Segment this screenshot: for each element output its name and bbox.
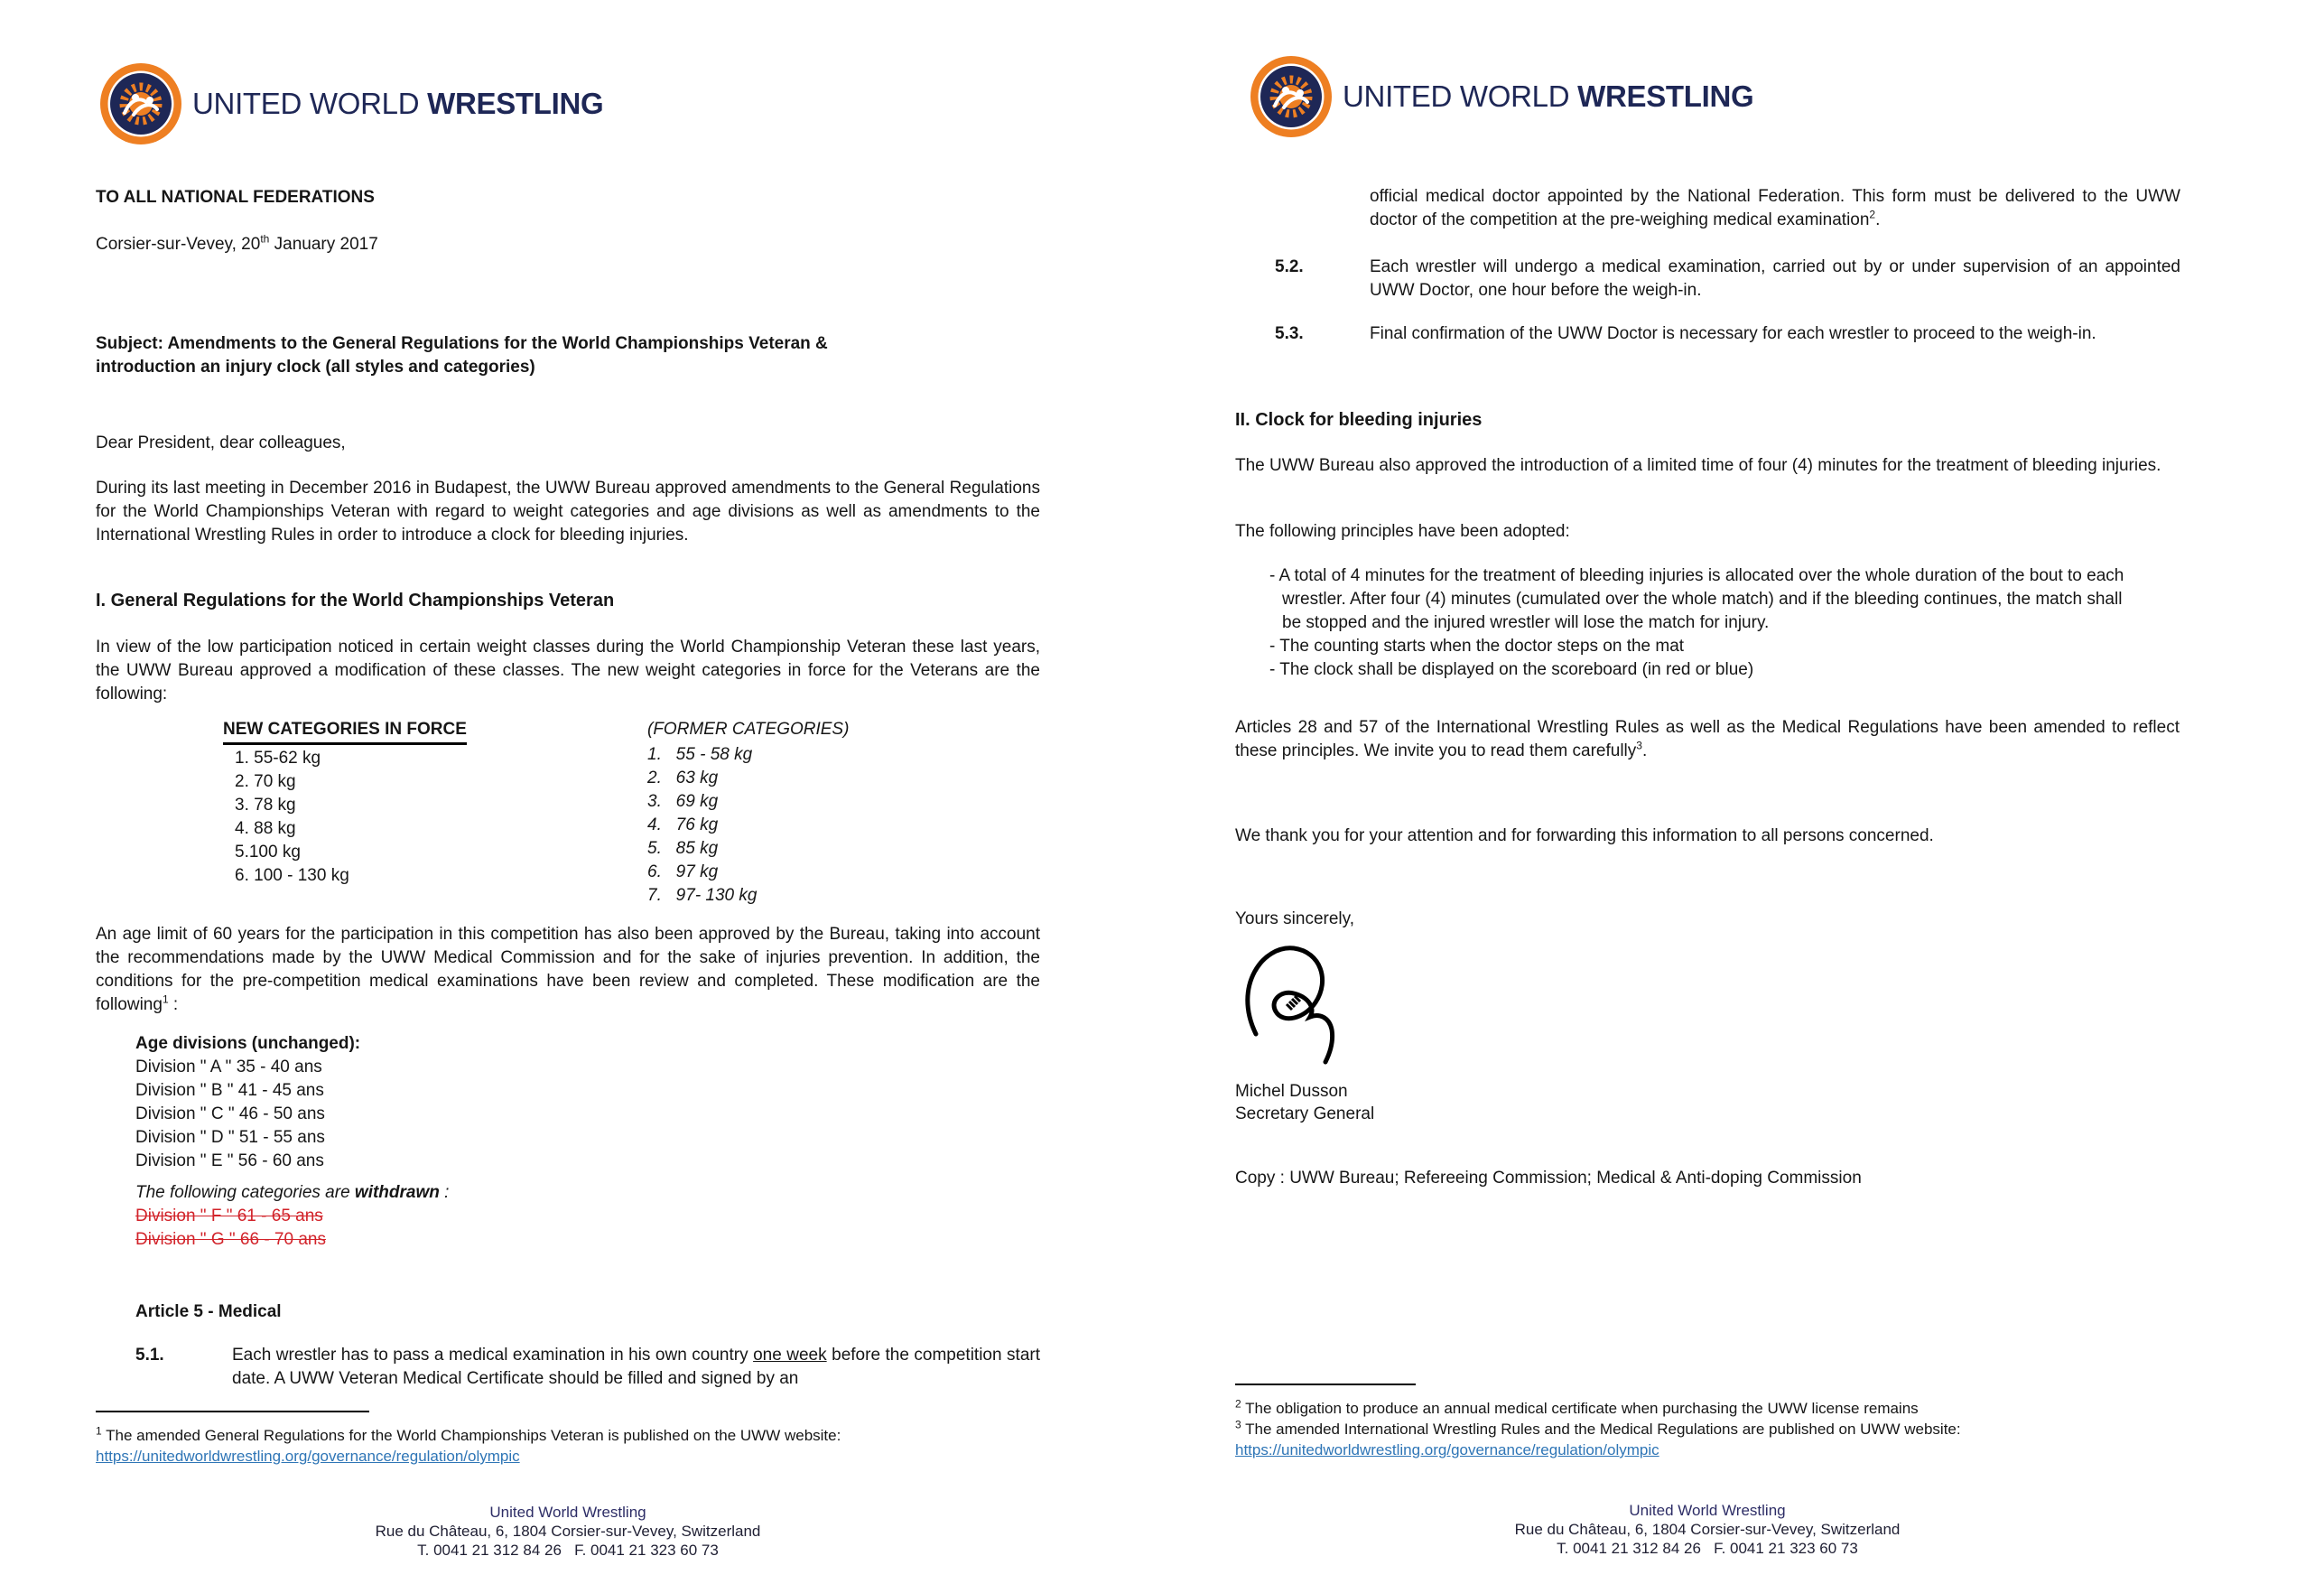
paragraph-intro: During its last meeting in December 2016 in Budapest, the UWW Bureau approved amendments to the General Regulations for the World Championships Veteran with regard to weight categories and age divisions as well as amendments to the International Wrestling Rules in order to introduce a clock for bleeding injuries.: [96, 479, 1040, 545]
logotype-regular: UNITED WORLD: [1343, 79, 1578, 113]
footnote-3: [1235, 1419, 2180, 1440]
withdrawn-block: [135, 1181, 449, 1252]
age-division-item: Division " E " 56 - 60 ans: [135, 1151, 324, 1170]
footnote-3-marker: 3: [1235, 1418, 1241, 1431]
new-category-item: 5.100 kg: [235, 843, 301, 862]
withdrawn-intro: [135, 1181, 449, 1205]
closing-line: Yours sincerely,: [1235, 909, 1355, 928]
salutation: Dear President, dear colleagues,: [96, 433, 346, 452]
page-footer: [96, 1503, 1040, 1560]
dateline: [96, 233, 378, 256]
item-5-1: [135, 1344, 1040, 1391]
signer-name: Michel Dusson: [1235, 1082, 1348, 1101]
item-5-1-number: 5.1.: [135, 1346, 164, 1365]
age-division-item: Division " C " 46 - 50 ans: [135, 1104, 325, 1123]
former-category-item: 6. 97 kg: [647, 862, 719, 881]
footnote-ref-2: 2: [1869, 208, 1876, 221]
footer-address: Rue du Château, 6, 1804 Corsier-sur-Vevey, Switzerland: [375, 1523, 761, 1540]
age-division-item: Division " B " 41 - 45 ans: [135, 1081, 324, 1100]
former-categories-column: [647, 718, 849, 908]
paragraph-principles: The following principles have been adopted:: [1235, 522, 1570, 541]
continuation-period: .: [1875, 210, 1881, 229]
withdrawn-intro-bold: withdrawn: [354, 1183, 440, 1202]
footer-phone-fax: T. 0041 21 312 84 26 F. 0041 21 323 60 73: [417, 1542, 719, 1559]
addressee-line: TO ALL NATIONAL FEDERATIONS: [96, 188, 375, 207]
new-category-item: 4. 88 kg: [235, 819, 296, 838]
continuation-text: official medical doctor appointed by the National Federation. This form must be delivered to the UWW doctor of the competition at the pre-weighing medical examination: [1370, 187, 2180, 229]
footnote-1-marker: 1: [96, 1424, 102, 1438]
footer-org-name: United World Wrestling: [1629, 1502, 1786, 1519]
principle-item: - The clock shall be displayed on the scoreboard (in red or blue): [1269, 660, 1754, 679]
articles-text: Articles 28 and 57 of the International Wrestling Rules as well as the Medical Regulations have been amended to reflect these principles. We invite you to read them carefully: [1235, 718, 2180, 760]
footnote-ref-1: 1: [162, 992, 169, 1006]
principles-list: [1269, 564, 2145, 682]
item-5-1-underlined: one week: [753, 1346, 827, 1365]
withdrawn-intro-pre: The following categories are: [135, 1183, 355, 1202]
footnote-separator: [96, 1411, 369, 1412]
item-5-1-pre: Each wrestler has to pass a medical examination in his own country: [232, 1346, 754, 1365]
item-5-2: [1275, 256, 2180, 303]
footnotes-block: [1235, 1398, 2180, 1460]
former-category-item: 4. 76 kg: [647, 815, 719, 834]
article-5-heading: Article 5 - Medical: [135, 1302, 282, 1321]
uww-brand-header: [98, 61, 603, 146]
item-5-1-post: before the competition start date. A UWW Veteran Medical Certificate should be filled and signed by an: [232, 1346, 1041, 1388]
age-divisions-title: Age divisions (unchanged):: [135, 1034, 361, 1053]
footnote-3-text: The amended International Wrestling Rules and the Medical Regulations are published on UWW website:: [1241, 1421, 1961, 1438]
new-categories-title: NEW CATEGORIES IN FORCE: [223, 718, 467, 745]
former-categories-title: (FORMER CATEGORIES): [647, 720, 850, 739]
paragraph-thanks: We thank you for your attention and for forwarding this information to all persons concerned.: [1235, 826, 1934, 845]
item-5-2-text: Each wrestler will undergo a medical examination, carried out by or under supervision of an appointed UWW Doctor, one hour before the weigh-in.: [1370, 257, 2180, 300]
item-5-2-number: 5.2.: [1275, 257, 1304, 276]
footnote-1-text: The amended General Regulations for the World Championships Veteran is published on the UWW website:: [101, 1427, 841, 1444]
logotype-bold: WRESTLING: [1577, 79, 1754, 113]
age-division-item: Division " D " 51 - 55 ans: [135, 1128, 325, 1147]
paragraph-weight-classes: In view of the low participation noticed in certain weight classes during the World Championship Veteran these last years, the UWW Bureau approved a modification of these classes. The new weight categories in force for the Veterans are the following:: [96, 638, 1040, 703]
age-limit-text: An age limit of 60 years for the participation in this competition has also been approved by the Bureau, taking into account the recommendations made by the UWW Medical Commission and for the sake of injuries prevention. In addition, the conditions for the pre-competition medical examinations have been review and completed. These modification are the following: [96, 925, 1040, 1014]
section-heading-2: II. Clock for bleeding injuries: [1235, 410, 1483, 430]
paragraph-articles-amended: [1235, 716, 2180, 763]
withdrawn-division-f: Division " F " 61 - 65 ans: [135, 1207, 323, 1225]
uww-brand-header: [1249, 54, 1753, 139]
new-category-item: 6. 100 - 130 kg: [235, 866, 349, 885]
dateline-text: Corsier-sur-Vevey, 20: [96, 235, 261, 254]
uww-regulation-link[interactable]: https://unitedworldwrestling.org/governance/regulation/olympic: [1235, 1441, 1659, 1458]
withdrawn-division-g: Division " G " 66 - 70 ans: [135, 1230, 326, 1249]
item-5-1-continuation: [1370, 185, 2180, 232]
copy-line: Copy : UWW Bureau; Refereeing Commission; Medical & Anti-doping Commission: [1235, 1169, 1862, 1188]
logotype-bold: WRESTLING: [427, 87, 604, 120]
former-category-item: 5. 85 kg: [647, 839, 719, 858]
principle-item: - The counting starts when the doctor steps on the mat: [1269, 637, 1685, 656]
principle-item: - A total of 4 minutes for the treatment of bleeding injuries is allocated over the whole duration of the bout to each wrestler. After four (4) minutes (cumulated over the whole match) and if the bleeding continues, the match shall be stopped and the injured wrestler will lose the match for injury.: [1269, 566, 2124, 632]
uww-logotype: [192, 87, 604, 120]
new-category-item: 3. 78 kg: [235, 796, 296, 815]
item-5-3-text: Final confirmation of the UWW Doctor is necessary for each wrestler to proceed to the weigh-in.: [1370, 324, 2096, 343]
signer-title: Secretary General: [1235, 1104, 1375, 1123]
footnote-ref-3: 3: [1636, 739, 1642, 752]
uww-regulation-link[interactable]: https://unitedworldwrestling.org/governance/regulation/olympic: [96, 1448, 520, 1465]
uww-logo-icon: [98, 61, 183, 146]
new-categories-list: [235, 747, 467, 888]
page-1: [96, 0, 1040, 1584]
item-5-3-number: 5.3.: [1275, 324, 1304, 343]
former-category-item: 7. 97- 130 kg: [647, 886, 758, 905]
dateline-ordinal: th: [260, 232, 270, 246]
former-category-item: 2. 63 kg: [647, 769, 719, 787]
footnote-2-marker: 2: [1235, 1397, 1241, 1411]
logotype-regular: UNITED WORLD: [192, 87, 428, 120]
dateline-rest: January 2017: [269, 235, 378, 254]
footer-org-name: United World Wrestling: [489, 1504, 646, 1521]
footnote-1: [96, 1425, 1040, 1467]
age-divisions-block: [135, 1032, 360, 1173]
page-2: [1235, 0, 2190, 1584]
signature: [1240, 939, 1375, 1075]
footnote-separator: [1235, 1384, 1416, 1385]
footer-phone-fax: T. 0041 21 312 84 26 F. 0041 21 323 60 73: [1557, 1540, 1858, 1557]
section-heading-1: I. General Regulations for the World Championships Veteran: [96, 591, 615, 610]
articles-period: .: [1641, 741, 1648, 760]
former-categories-list: [647, 743, 849, 908]
former-category-item: 3. 69 kg: [647, 792, 719, 811]
item-5-1-text: [232, 1344, 1040, 1391]
paragraph-bleeding-time: The UWW Bureau also approved the introduction of a limited time of four (4) minutes for the treatment of bleeding injuries.: [1235, 456, 2161, 475]
new-category-item: 2. 70 kg: [235, 772, 296, 791]
new-category-item: 1. 55-62 kg: [235, 749, 321, 768]
item-5-3: [1275, 322, 2180, 346]
paragraph-age-limit: [96, 923, 1040, 1017]
subject-line-2: introduction an injury clock (all styles and categories): [96, 358, 535, 377]
former-category-item: 1. 55 - 58 kg: [647, 745, 753, 764]
age-limit-colon: :: [168, 995, 179, 1014]
uww-logo-icon: [1249, 54, 1334, 139]
page-footer: [1235, 1501, 2180, 1558]
withdrawn-intro-post: :: [439, 1183, 450, 1202]
age-division-item: Division " A " 35 - 40 ans: [135, 1058, 322, 1076]
footnote-2: [1235, 1398, 2180, 1419]
footnote-2-text: The obligation to produce an annual medical certificate when purchasing the UWW license remains: [1241, 1400, 1919, 1417]
subject-line-1: Subject: Amendments to the General Regulations for the World Championships Veteran &: [96, 334, 828, 353]
footer-address: Rue du Château, 6, 1804 Corsier-sur-Vevey, Switzerland: [1514, 1521, 1901, 1538]
subject-line: [96, 332, 1040, 379]
uww-logotype: [1343, 79, 1754, 113]
new-categories-column: [223, 718, 467, 888]
